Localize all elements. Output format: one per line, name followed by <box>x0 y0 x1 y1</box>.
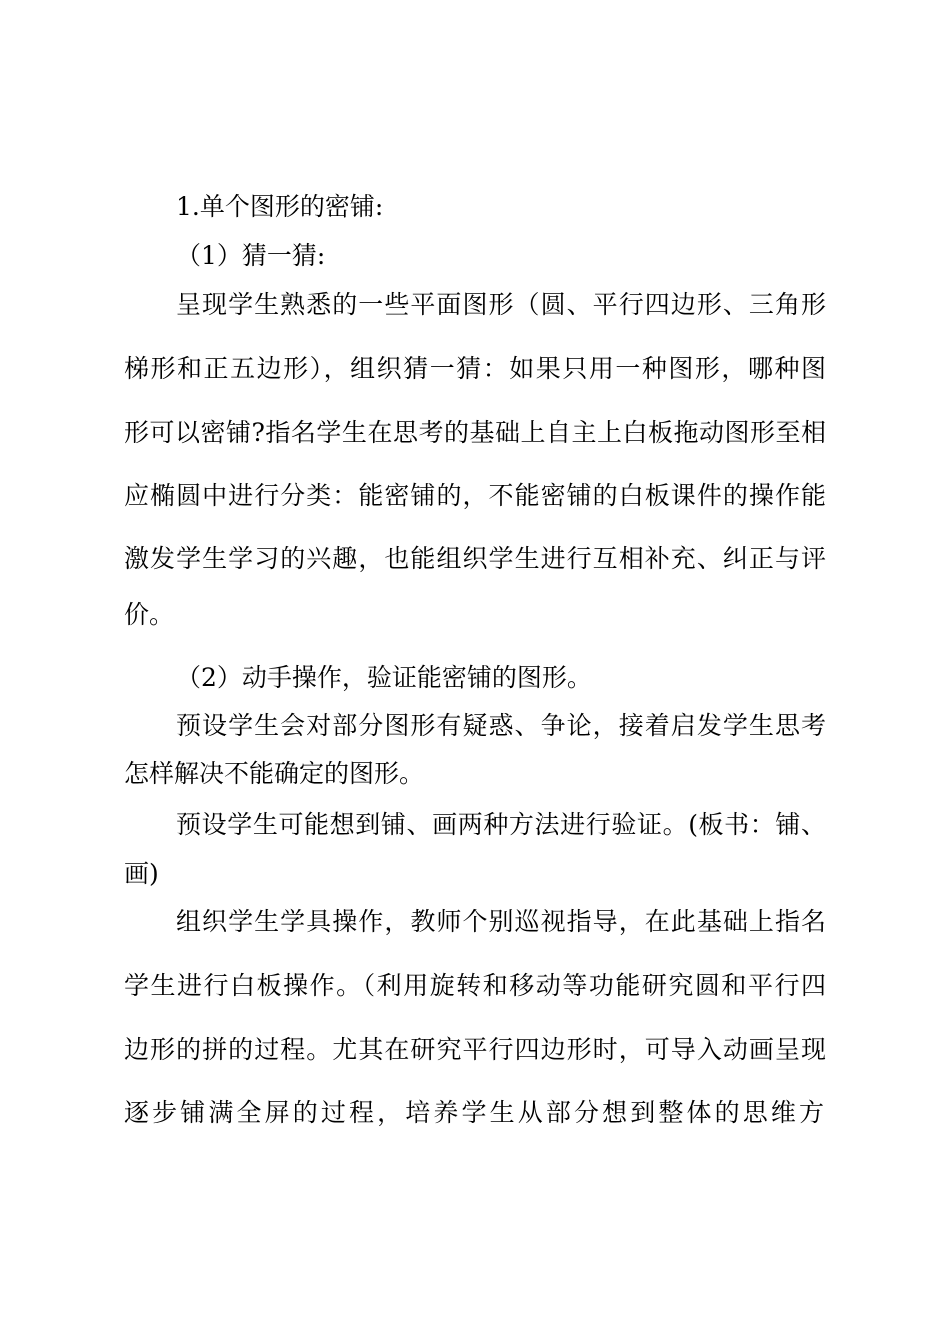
paragraph-line: 组织学生学具操作，教师个别巡视指导，在此基础上指名 <box>176 907 826 936</box>
paragraph-line: 应椭圆中进行分类：能密铺的，不能密铺的白板课件的操作能 <box>124 481 826 510</box>
paragraph-line: 激发学生学习的兴趣，也能组织学生进行互相补充、纠正与评 <box>124 544 826 573</box>
paragraph-line: 边形的拼的过程。尤其在研究平行四边形时，可导入动画呈现 <box>124 1035 826 1064</box>
paragraph-line: 学生进行白板操作。（利用旋转和移动等功能研究圆和平行四 <box>124 971 826 1000</box>
subsection-heading: （2）动手操作，验证能密铺的图形。 <box>176 663 592 692</box>
paragraph-line: 怎样解决不能确定的图形。 <box>124 759 425 788</box>
paragraph-line: 预设学生会对部分图形有疑惑、争论，接着启发学生思考 <box>176 711 826 740</box>
paragraph-line: 呈现学生熟悉的一些平面图形（圆、平行四边形、三角形 <box>176 290 826 319</box>
paragraph-line: 逐步铺满全屏的过程，培养学生从部分想到整体的思维方 <box>124 1098 826 1127</box>
subsection-heading: （1）猜一猜: <box>176 241 326 270</box>
paragraph-line: 价。 <box>124 600 175 629</box>
paragraph-line: 形可以密铺?指名学生在思考的基础上自主上白板拖动图形至相 <box>124 418 826 447</box>
paragraph-line: 梯形和正五边形），组织猜一猜：如果只用一种图形，哪种图 <box>124 354 826 383</box>
paragraph-line: 预设学生可能想到铺、画两种方法进行验证。(板书：铺、 <box>176 810 826 839</box>
section-heading: 1.单个图形的密铺: <box>176 192 384 221</box>
paragraph-line: 画) <box>124 859 159 888</box>
